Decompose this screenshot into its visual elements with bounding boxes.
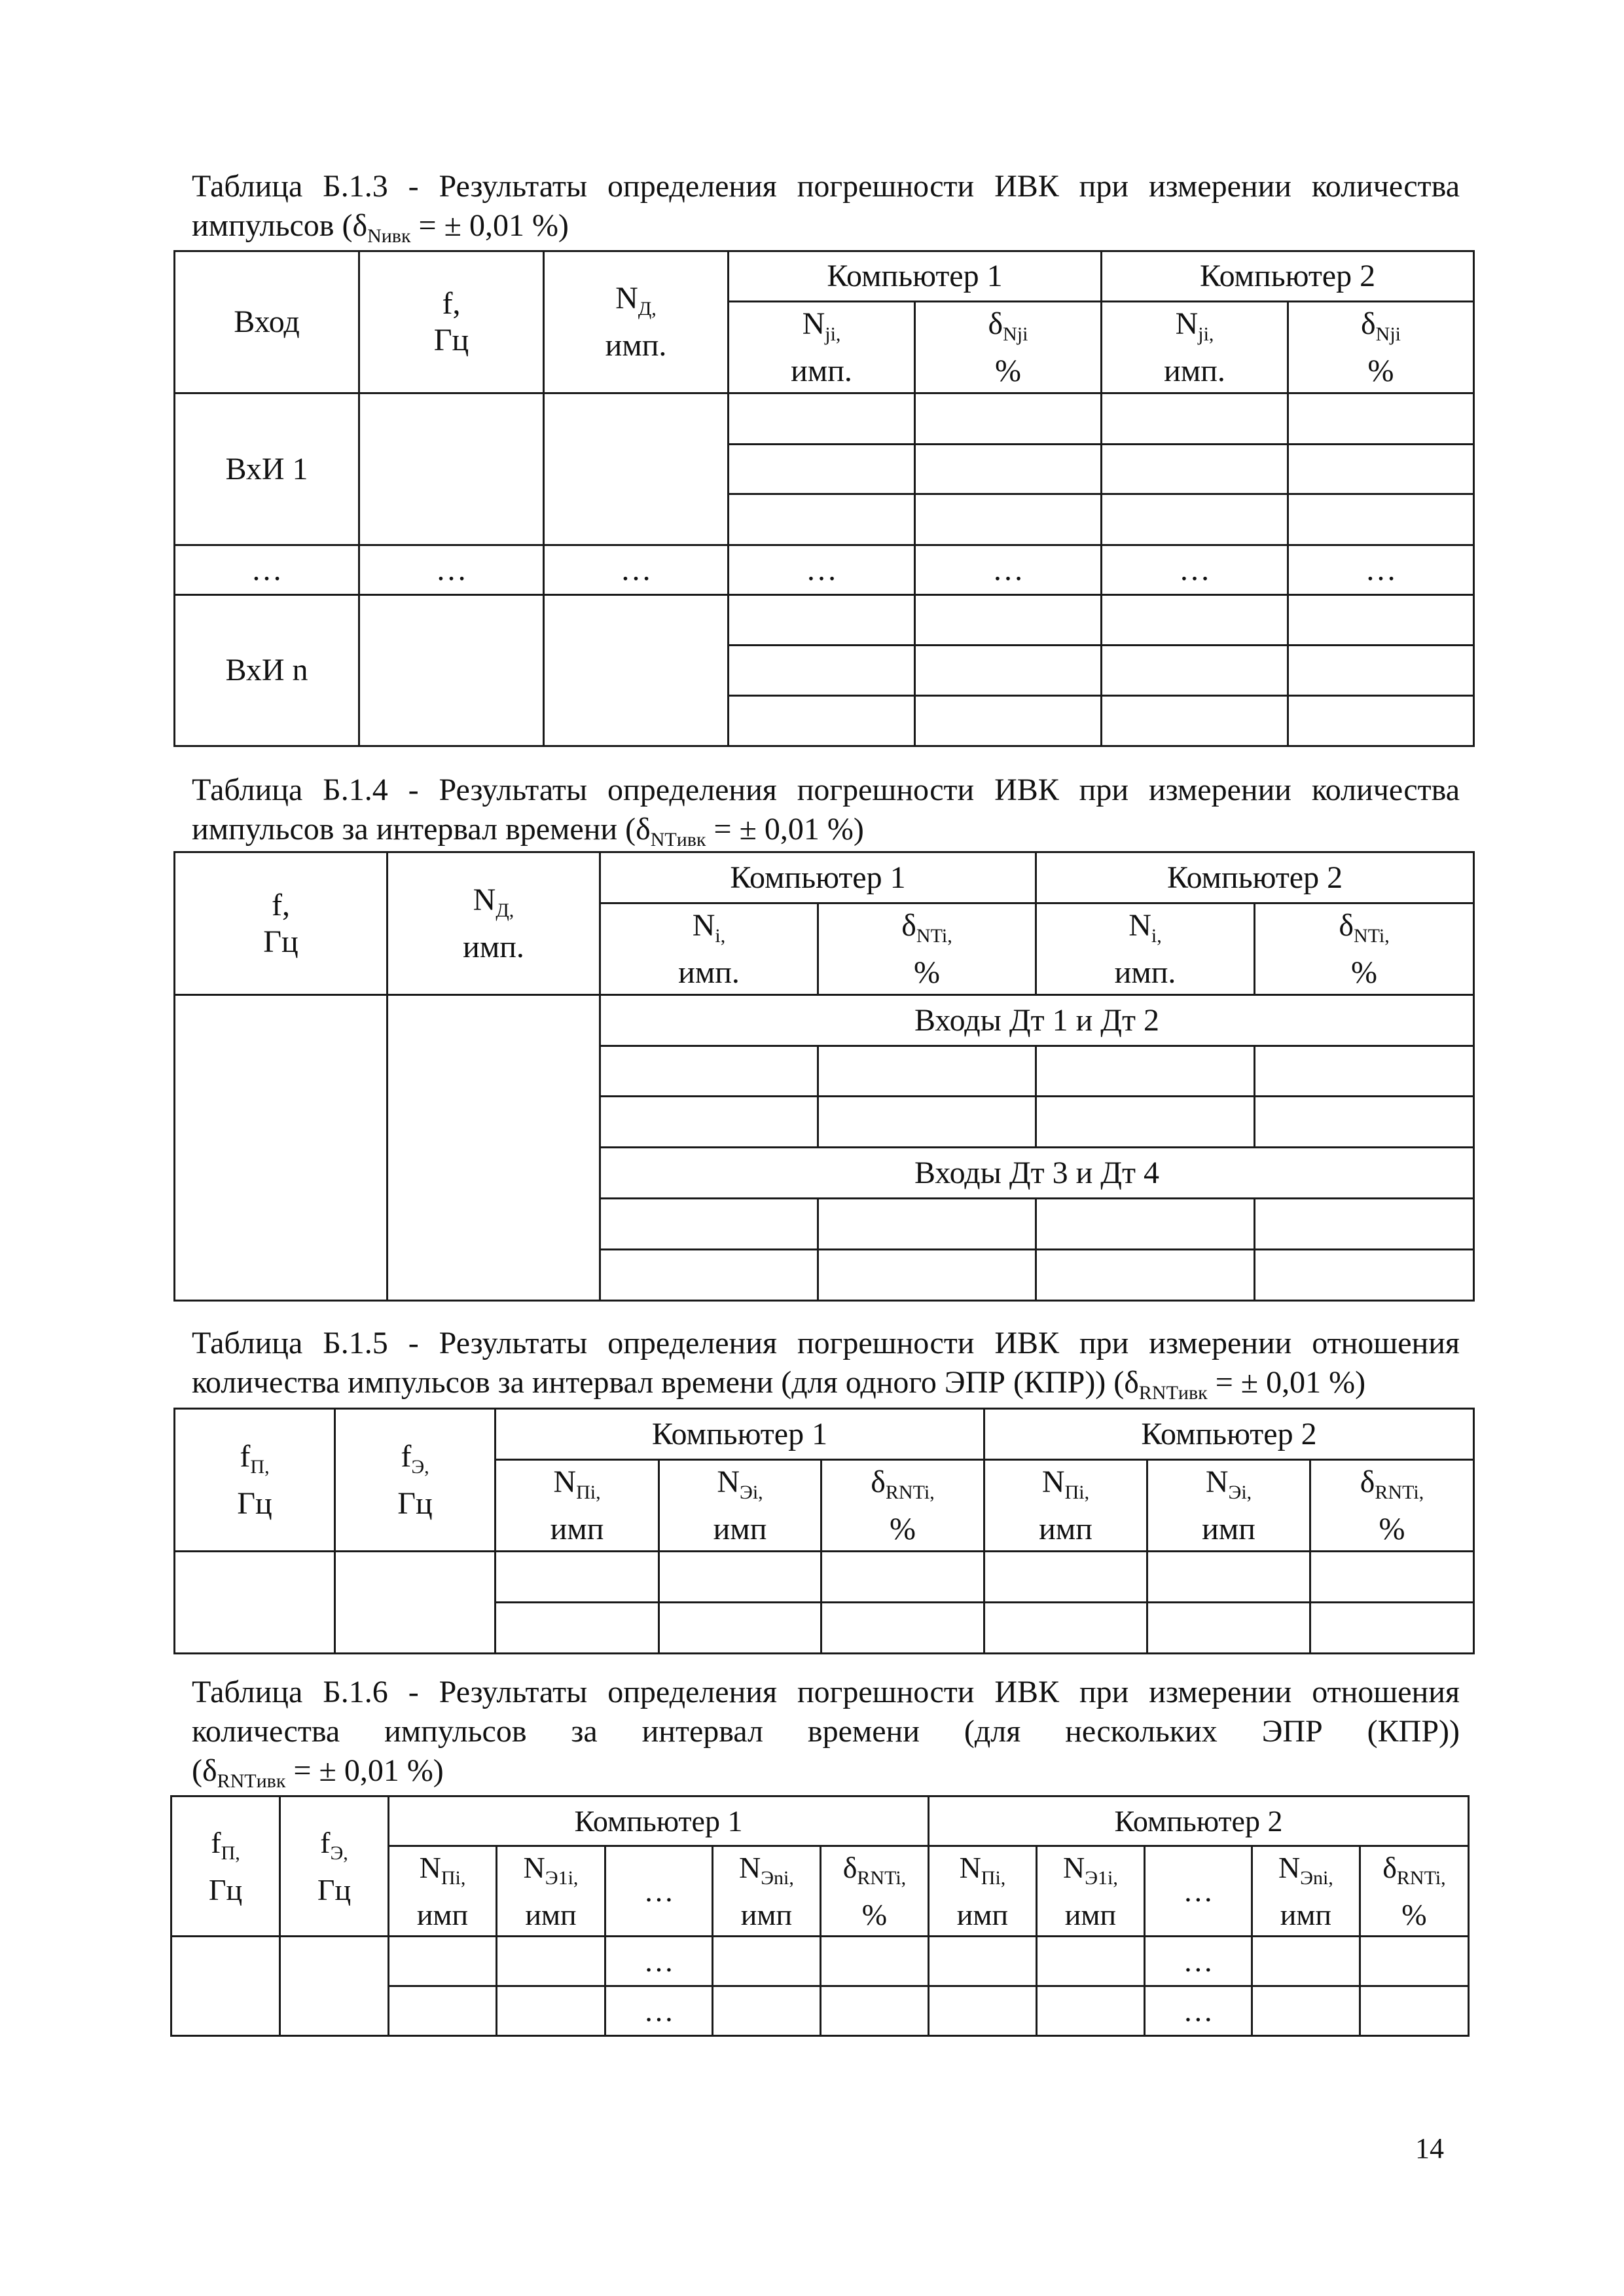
header-nji-c1: $N_{ji,}$ имп. xyxy=(729,302,915,393)
empty-cell xyxy=(171,1937,280,2036)
empty-cell xyxy=(496,1603,659,1654)
header-np-c2: $N_{Пi,}$ имп xyxy=(928,1846,1036,1937)
empty-cell xyxy=(659,1603,821,1654)
header-computer-1: Компьютер 1 xyxy=(729,251,1102,302)
empty-cell xyxy=(915,393,1102,445)
row-label-input-1: ВхИ 1 xyxy=(175,393,359,545)
empty-cell xyxy=(1288,445,1474,494)
header-fe: $f_{Э,}$ Гц xyxy=(280,1796,389,1937)
empty-cell xyxy=(659,1552,821,1603)
header-fp: $f_{П,}$ Гц xyxy=(175,1409,335,1552)
header-ellipsis-c2: … xyxy=(1144,1846,1252,1937)
empty-cell xyxy=(359,393,544,545)
ellipsis-cell: … xyxy=(359,545,544,595)
empty-cell xyxy=(1147,1603,1310,1654)
empty-cell xyxy=(984,1603,1147,1654)
table-b14 xyxy=(173,851,1475,1302)
header-np-c1: $N_{Пi,}$ имп xyxy=(389,1846,497,1937)
empty-cell xyxy=(818,1097,1036,1148)
empty-cell xyxy=(1252,1937,1360,1986)
empty-cell xyxy=(1255,1046,1474,1097)
empty-cell xyxy=(915,494,1102,545)
empty-cell xyxy=(1102,646,1288,696)
table-b15-caption-line1: Таблица Б.1.5 - Результаты определения погрешности ИВК при измерении отношения xyxy=(192,1326,1460,1360)
header-ne-c2: $N_{Эi,}$ имп xyxy=(1147,1460,1310,1552)
header-nji-c2: $N_{ji,}$ имп. xyxy=(1102,302,1288,393)
empty-cell xyxy=(729,393,915,445)
header-delta-c1: $\delta_{RNTi,}$ % xyxy=(821,1460,984,1552)
header-delta-nji-c1: $\delta_{Nji}$ % xyxy=(915,302,1102,393)
ellipsis-cell: … xyxy=(1288,545,1474,595)
empty-cell xyxy=(818,1199,1036,1250)
empty-cell xyxy=(335,1552,496,1654)
empty-cell xyxy=(175,1552,335,1654)
empty-cell xyxy=(712,1937,820,1986)
empty-cell xyxy=(820,1937,928,1986)
empty-cell xyxy=(175,995,388,1301)
ellipsis-cell: … xyxy=(729,545,915,595)
empty-cell xyxy=(729,595,915,646)
empty-cell xyxy=(544,393,729,545)
empty-cell xyxy=(984,1552,1147,1603)
empty-cell xyxy=(1288,696,1474,746)
ellipsis-cell: … xyxy=(175,545,359,595)
header-computer-1: Компьютер 1 xyxy=(600,852,1036,903)
empty-cell xyxy=(1288,494,1474,545)
header-input: Вход xyxy=(175,251,359,393)
empty-cell xyxy=(915,696,1102,746)
header-nen-c2: $N_{Эni,}$ имп xyxy=(1252,1846,1360,1937)
header-ne1-c2: $N_{Э1i,}$ имп xyxy=(1036,1846,1144,1937)
empty-cell xyxy=(915,595,1102,646)
empty-cell xyxy=(1036,1250,1255,1301)
empty-cell xyxy=(1255,1097,1474,1148)
page-number: 14 xyxy=(1415,2132,1444,2164)
table-b16-caption xyxy=(192,1673,1460,1801)
empty-cell xyxy=(1036,1937,1144,1986)
table-b13-caption-line1: Таблица Б.1.3 - Результаты определения погрешности ИВК при измерении количества xyxy=(192,169,1460,204)
header-delta-c2: $\delta_{RNTi,}$ % xyxy=(1310,1460,1474,1552)
table-b13-caption xyxy=(192,167,1460,256)
empty-cell xyxy=(915,646,1102,696)
header-delta-c1: $\delta_{NTi,}$ % xyxy=(818,903,1036,995)
empty-cell xyxy=(1252,1986,1360,2036)
header-computer-2: Компьютер 2 xyxy=(928,1796,1468,1846)
empty-cell xyxy=(280,1937,389,2036)
empty-cell xyxy=(928,1937,1036,1986)
header-np-c2: $N_{Пi,}$ имп xyxy=(984,1460,1147,1552)
header-computer-1: Компьютер 1 xyxy=(496,1409,984,1460)
empty-cell xyxy=(1102,393,1288,445)
empty-cell xyxy=(729,646,915,696)
empty-cell xyxy=(388,995,600,1301)
header-ni-c2: $N_{i,}$ имп. xyxy=(1036,903,1255,995)
empty-cell xyxy=(1255,1250,1474,1301)
header-computer-2: Компьютер 2 xyxy=(1102,251,1474,302)
empty-cell xyxy=(600,1097,818,1148)
header-fp: $f_{П,}$ Гц xyxy=(171,1796,280,1937)
empty-cell xyxy=(389,1986,497,2036)
empty-cell xyxy=(1310,1552,1474,1603)
table-b16 xyxy=(170,1795,1470,2037)
ellipsis-cell: … xyxy=(605,1937,712,1986)
table-b16-caption-line1: Таблица Б.1.6 - Результаты определения погрешности ИВК при измерении отношения xyxy=(192,1675,1460,1709)
empty-cell xyxy=(818,1250,1036,1301)
table-b13-caption-line2: импульсов ($\delta_{Nивк}$ = ± 0,01 %) xyxy=(192,208,569,247)
empty-cell xyxy=(1102,445,1288,494)
empty-cell xyxy=(1360,1937,1468,1986)
group-label-inputs-1-2: Входы Дт 1 и Дт 2 xyxy=(600,995,1474,1046)
empty-cell xyxy=(1102,595,1288,646)
header-ne1-c1: $N_{Э1i,}$ имп xyxy=(496,1846,605,1937)
empty-cell xyxy=(544,595,729,746)
header-nd: $N_{Д,}$ имп. xyxy=(388,852,600,995)
ellipsis-cell: … xyxy=(605,1986,712,2036)
header-computer-1: Компьютер 1 xyxy=(389,1796,929,1846)
empty-cell xyxy=(1288,595,1474,646)
header-delta-c2: $\delta_{RNTi,}$ % xyxy=(1360,1846,1468,1937)
table-b15 xyxy=(173,1408,1475,1654)
empty-cell xyxy=(1036,1199,1255,1250)
empty-cell xyxy=(600,1046,818,1097)
empty-cell xyxy=(1255,1199,1474,1250)
ellipsis-cell: … xyxy=(915,545,1102,595)
header-ni-c1: $N_{i,}$ имп. xyxy=(600,903,818,995)
group-label-inputs-3-4: Входы Дт 3 и Дт 4 xyxy=(600,1148,1474,1199)
table-b14-caption-line2: импульсов за интервал времени ($\delta_{NTивк}$ = ± 0,01 %) xyxy=(192,812,864,850)
empty-cell xyxy=(496,1552,659,1603)
ellipsis-cell: … xyxy=(1144,1937,1252,1986)
header-np-c1: $N_{Пi,}$ имп xyxy=(496,1460,659,1552)
header-delta-c2: $\delta_{NTi,}$ % xyxy=(1255,903,1474,995)
empty-cell xyxy=(359,595,544,746)
empty-cell xyxy=(496,1986,605,2036)
table-b14-caption-line1: Таблица Б.1.4 - Результаты определения погрешности ИВК при измерении количества xyxy=(192,773,1460,807)
empty-cell xyxy=(1288,393,1474,445)
header-ne-c1: $N_{Эi,}$ имп xyxy=(659,1460,821,1552)
header-delta-nji-c2: $\delta_{Nji}$ % xyxy=(1288,302,1474,393)
empty-cell xyxy=(1147,1552,1310,1603)
empty-cell xyxy=(818,1046,1036,1097)
empty-cell xyxy=(729,696,915,746)
empty-cell xyxy=(389,1937,497,1986)
empty-cell xyxy=(915,445,1102,494)
empty-cell xyxy=(1036,1046,1255,1097)
header-frequency: f, Гц xyxy=(359,251,544,393)
empty-cell xyxy=(821,1603,984,1654)
header-computer-2: Компьютер 2 xyxy=(1036,852,1474,903)
empty-cell xyxy=(600,1250,818,1301)
empty-cell xyxy=(820,1986,928,2036)
ellipsis-cell: … xyxy=(1144,1986,1252,2036)
header-nen-c1: $N_{Эni,}$ имп xyxy=(712,1846,820,1937)
empty-cell xyxy=(1036,1986,1144,2036)
table-b14-caption xyxy=(192,771,1460,860)
table-b15-caption xyxy=(192,1324,1460,1413)
empty-cell xyxy=(821,1552,984,1603)
header-frequency: f, Гц xyxy=(175,852,388,995)
table-b13 xyxy=(173,250,1475,747)
empty-cell xyxy=(1102,494,1288,545)
ellipsis-cell: … xyxy=(1102,545,1288,595)
empty-cell xyxy=(729,445,915,494)
empty-cell xyxy=(712,1986,820,2036)
header-nd: $N_{Д,}$ имп. xyxy=(544,251,729,393)
empty-cell xyxy=(1102,696,1288,746)
ellipsis-cell: … xyxy=(544,545,729,595)
empty-cell xyxy=(928,1986,1036,2036)
header-ellipsis-c1: … xyxy=(605,1846,712,1937)
table-b15-caption-line2: количества импульсов за интервал времени (для одного ЭПР (КПР)) ($\delta_{RNTивк}$ = ± 0,01 %) xyxy=(192,1365,1366,1404)
empty-cell xyxy=(1288,646,1474,696)
empty-cell xyxy=(600,1199,818,1250)
row-label-input-n: ВхИ n xyxy=(175,595,359,746)
header-computer-2: Компьютер 2 xyxy=(984,1409,1474,1460)
empty-cell xyxy=(1360,1986,1468,2036)
header-fe: $f_{Э,}$ Гц xyxy=(335,1409,496,1552)
empty-cell xyxy=(1036,1097,1255,1148)
header-delta-c1: $\delta_{RNTi,}$ % xyxy=(820,1846,928,1937)
empty-cell xyxy=(1310,1603,1474,1654)
empty-cell xyxy=(729,494,915,545)
table-b16-caption-line2: количества импульсов за интервал времени (для нескольких ЭПР (КПР)) xyxy=(192,1714,1460,1749)
table-b16-caption-line3: ($\delta_{RNTивк}$ = ± 0,01 %) xyxy=(192,1753,444,1792)
empty-cell xyxy=(496,1937,605,1986)
